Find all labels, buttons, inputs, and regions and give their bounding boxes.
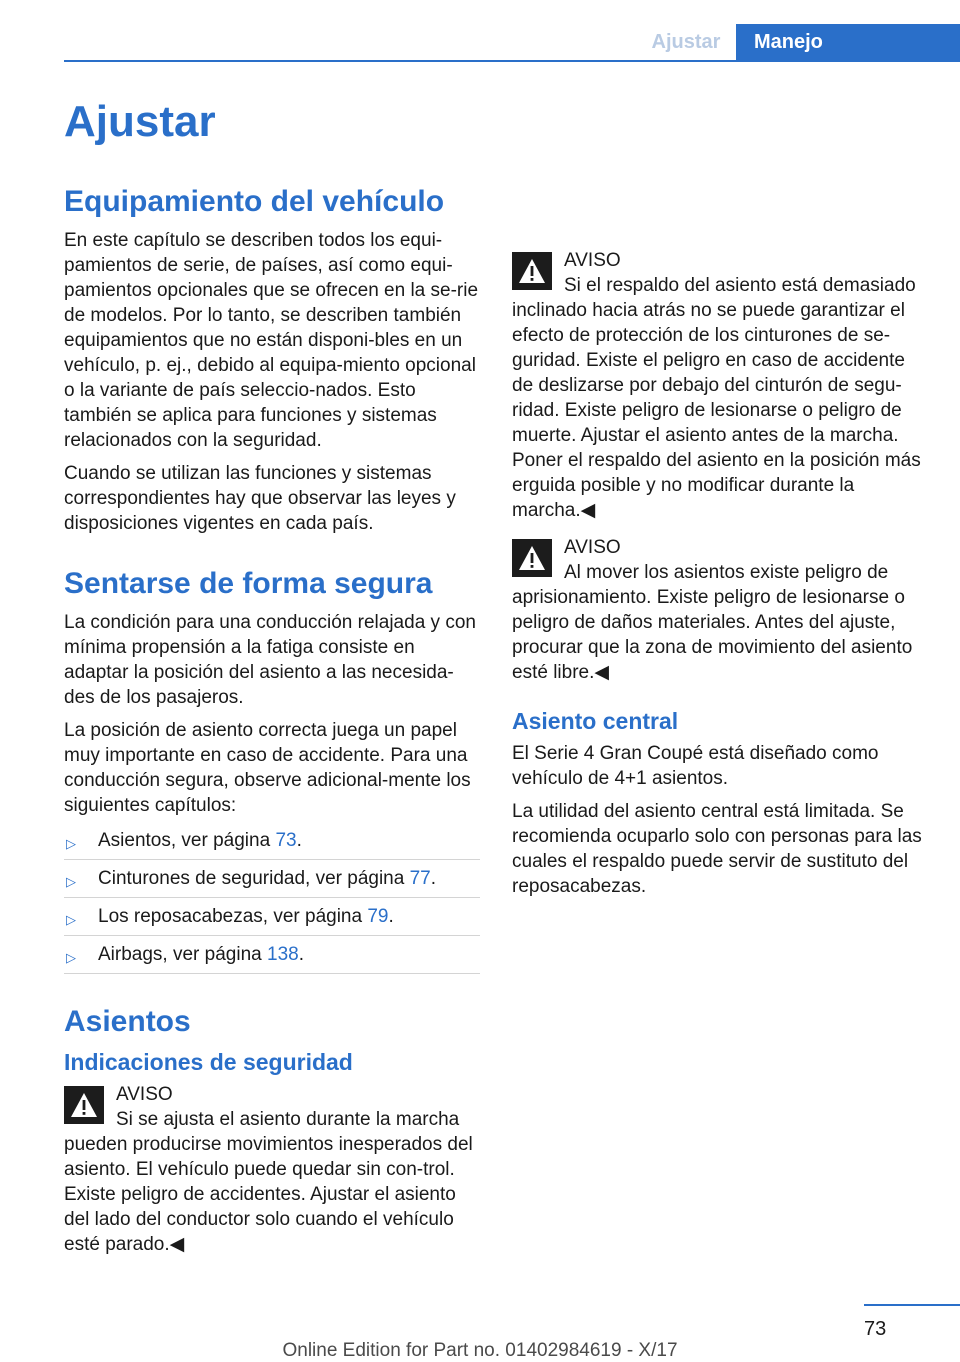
warning-icon: [512, 252, 552, 290]
sentarse-paragraph-2: La posición de asiento correcta juega un papel muy importante en caso de accidente. Para una conducción segura, observe adicional-mente los siguientes capítulos:: [64, 720, 471, 816]
list-item: ▷ Cinturones de seguridad, ver página 77.: [64, 860, 480, 898]
equipamiento-paragraph: En este capítulo se describen todos los equi-pamientos de serie, de países, así como equi-pamientos opcionales que se ofrecen en la se-rie de modelos. Por lo tanto, se describen también equipamientos que no están disponi-bles en un vehículo, p. ej., debido al equipa-miento opcional o la variante de país seleccio-nados. Esto también se aplica para funciones y sistemas relacionados con la seguridad.: [64, 230, 479, 451]
triangle-bullet-icon: ▷: [66, 912, 76, 927]
equipamiento-paragraph-2: Cuando se utilizan las funciones y sistemas correspondientes hay que observar las leyes y disposiciones vigentes en cada país.: [64, 463, 456, 534]
list-item: ▷ Airbags, ver página 138.: [64, 936, 480, 974]
warning-block: [512, 535, 928, 685]
central-paragraph-2: La utilidad del asiento central está limitada. Se recomienda ocuparlo solo con personas para las cuales el respaldo puede servir de sustituto del reposacabezas.: [512, 801, 922, 897]
central-paragraph: El Serie 4 Gran Coupé está diseñado como vehículo de 4+1 asientos.: [512, 743, 879, 789]
tab-manejo[interactable]: Manejo: [736, 24, 960, 61]
warning-text: Si el respaldo del asiento está demasiado inclinado hacia atrás no se puede garantizar el efecto de protección de los cinturones de se-guridad. Existe el peligro en caso de accidente de deslizarse por debajo del cinturón de segu-ridad. Existe peligro de lesionarse o peligro de muerte. Ajustar el asiento antes de la marcha. Poner el respaldo del asiento en la posición más erguida posible y no modificar durante la marcha.◀: [512, 275, 921, 521]
warning-text: Al mover los asientos existe peligro de aprisionamiento. Existe peligro de lesionarse o peligro de daños materiales. Antes del ajuste, procurar que la zona de movimiento del asiento esté libre.◀: [512, 562, 913, 683]
footer-rule: [864, 1304, 960, 1306]
list-item: ▷ Los reposacabezas, ver página 79.: [64, 898, 480, 936]
list-item: ▷ Asientos, ver página 73.: [64, 826, 480, 860]
sentarse-paragraph: La condición para una conducción relajada y con mínima propensión a la fatiga consiste en adaptar la posición del asiento a las necesida-des de los pasajeros.: [64, 612, 476, 708]
warning-text: Si se ajusta el asiento durante la marcha pueden producirse movimientos inesperados del asiento. El vehículo puede quedar sin con-trol. Existe peligro de accidentes. Ajustar el asiento del lado del conductor solo cuando el vehículo esté parado.◀: [64, 1109, 473, 1255]
page-number: 73: [864, 1318, 887, 1340]
column-spacer: [512, 186, 928, 248]
triangle-bullet-icon: ▷: [66, 874, 76, 889]
header-rule: [64, 60, 960, 62]
footer-edition: Online Edition for Part no. 01402984619 - X/17: [282, 1340, 678, 1361]
warning-block: [64, 1082, 480, 1257]
triangle-bullet-icon: ▷: [66, 950, 76, 965]
page-link[interactable]: 79: [367, 906, 389, 927]
tab-ajustar[interactable]: Ajustar: [651, 31, 721, 53]
heading-equipamiento: Equipamiento del vehículo: [64, 185, 445, 218]
warning-icon: [64, 1086, 104, 1124]
warning-block: [512, 248, 928, 523]
heading-sentarse: Sentarse de forma segura: [64, 567, 433, 600]
heading-indicaciones: Indicaciones de seguridad: [64, 1049, 353, 1075]
warning-icon: [512, 539, 552, 577]
page-title: Ajustar: [64, 97, 216, 146]
page-link[interactable]: 77: [409, 868, 431, 889]
warning-label: AVISO: [116, 1084, 173, 1105]
triangle-bullet-icon: ▷: [66, 836, 76, 851]
right-column: [512, 186, 928, 907]
heading-asientos: Asientos: [64, 1005, 191, 1038]
page-link[interactable]: 73: [275, 830, 297, 851]
page-link[interactable]: 138: [267, 944, 299, 965]
left-column: [64, 184, 480, 1269]
reference-list: [64, 826, 480, 974]
heading-asiento-central: Asiento central: [512, 708, 679, 734]
warning-label: AVISO: [564, 537, 621, 558]
warning-label: AVISO: [564, 250, 621, 271]
